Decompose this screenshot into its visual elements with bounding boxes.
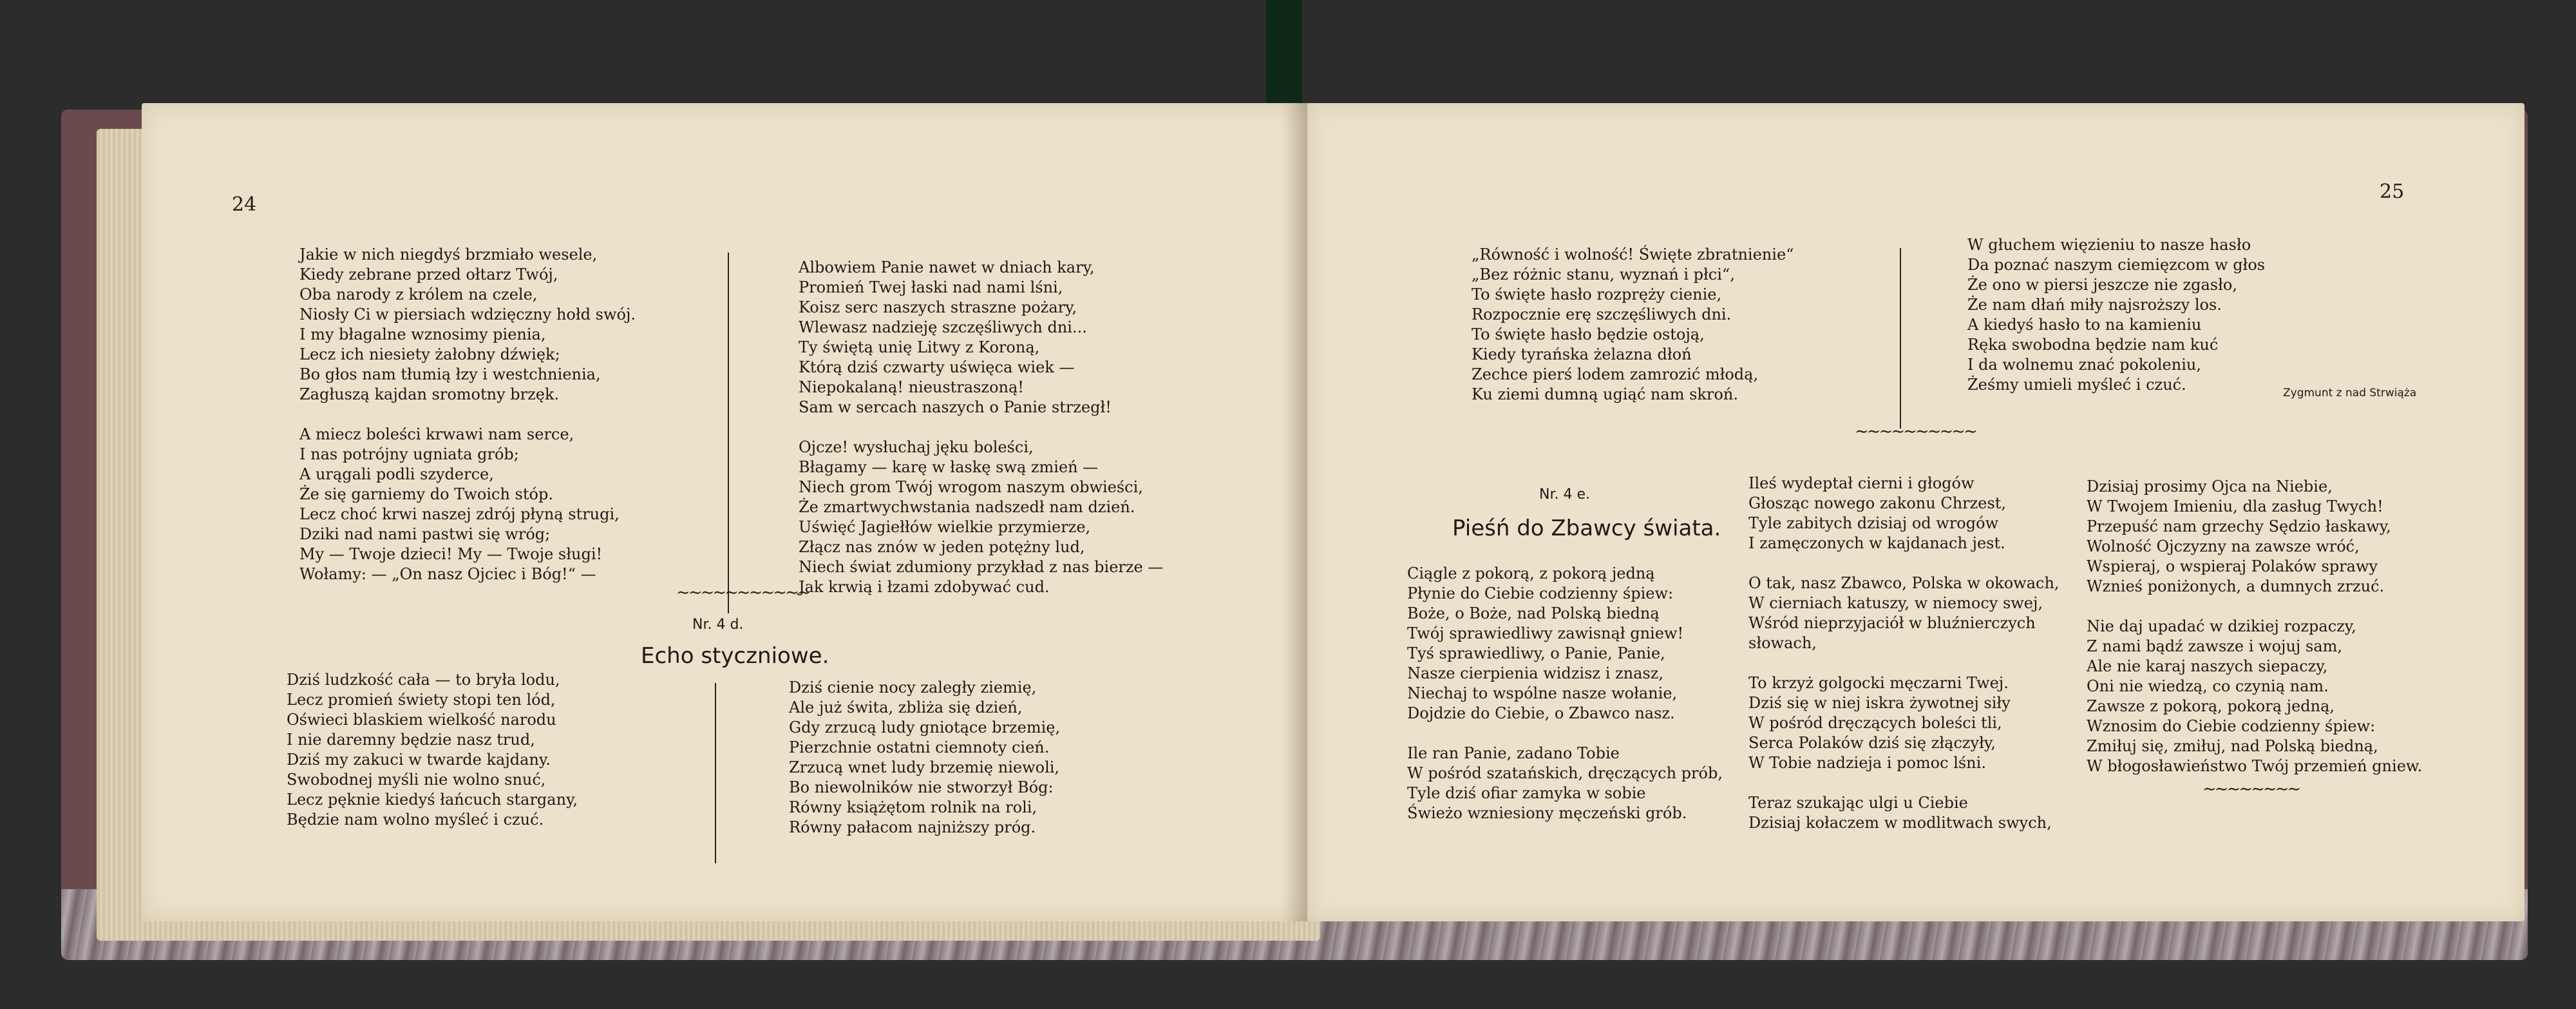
poem-line: Dzisiaj kołaczem w modlitwach swych, [1748, 814, 2052, 832]
section-number: Nr. 4 e. [1539, 486, 1590, 503]
poem-line: W cierniach katuszy, w niemocy swej, [1748, 594, 2043, 612]
author-credit: Zygmunt z nad Strwiąża [2283, 387, 2417, 399]
section-title: Pieśń do Zbawcy świata. [1452, 515, 1721, 541]
poem-line [1748, 653, 2060, 673]
poem-line: Pierzchnie ostatni ciemnoty cień. [789, 738, 1050, 756]
section-title: Echo styczniowe. [641, 643, 829, 669]
poem-line: Albowiem Panie nawet w dniach kary, [799, 258, 1095, 276]
poem-line: Dziś cienie nocy zaległy ziemię, [789, 678, 1037, 697]
poem-line: Uświęć Jagiełłów wielkie przymierze, [799, 518, 1091, 536]
poem-line: Równy książętom rolnik na roli, [789, 798, 1037, 816]
poem-column-right-bottom [789, 678, 1060, 838]
poem-line: I nie daremny będzie nasz trud, [287, 731, 535, 749]
poem-line: Dziś my zakuci w twarde kajdany. [287, 751, 551, 769]
poem-line: I nas potrójny ugniata grób; [299, 445, 519, 463]
poem-line: Lecz promień świety stopi ten lód, [287, 691, 556, 709]
poem-line: Gdy zrzucą ludy gniotące brzemię, [789, 718, 1061, 736]
poem-line [1748, 773, 2060, 793]
poem-line: Twój sprawiedliwy zawisnął gniew! [1407, 624, 1684, 642]
column-divider [715, 683, 716, 863]
poem-line: Dziki nad nami pastwi się wróg; [299, 525, 551, 543]
poem-line: Swobodnej myśli nie wolno snuć, [287, 771, 546, 789]
poem-line: Zagłuszą kajdan sromotny brzęk. [299, 385, 560, 403]
poem-line: Dojdzie do Ciebie, o Zbawco nasz. [1407, 704, 1675, 722]
poem-line: A urągali podli szyderce, [299, 465, 494, 483]
poem-line: Złącz nas znów w jeden potężny lud, [799, 538, 1085, 556]
poem-line: Równy pałacom najniższy próg. [789, 818, 1036, 836]
poem-line: Żeśmy umieli myśleć i czuć. [1967, 376, 2186, 394]
ornament-divider: ∼∼∼∼∼∼∼∼∼∼∼ [676, 583, 810, 602]
section-number: Nr. 4 d. [692, 617, 744, 633]
poem-line: Kiedy zebrane przed ołtarz Twój, [299, 265, 558, 283]
poem-line: Niech grom Twój wrogom naszym obwieści, [799, 478, 1143, 496]
poem-line: Dziś się w niej iskra żywotnej siły [1748, 694, 2011, 712]
poem-line: Z nami bądź zawsze i wojuj sam, [2087, 637, 2343, 655]
poem-line: W pośród dręczących boleści tli, [1748, 714, 2002, 732]
poem-column-left-top [299, 245, 636, 584]
poem-line: Oświeci blaskiem wielkość narodu [287, 711, 556, 729]
poem-line: Że zmartwychwstania nadszedł nam dzień. [799, 498, 1135, 516]
poem-column-left-bottom [1407, 564, 1723, 823]
poem-line: Rozpocznie erę szczęśliwych dni. [1472, 305, 1732, 323]
poem-line: Wlewasz nadzieję szczęśliwych dni... [799, 318, 1087, 336]
ornament-divider: ∼∼∼∼∼∼∼∼∼∼ [1855, 422, 1976, 441]
poem-line: Jak krwią i łzami zdobywać cud. [799, 578, 1050, 596]
poem-line: Zrzucą wnet ludy brzemię niewoli, [789, 758, 1060, 776]
poem-line: Niosły Ci w piersiach wdzięczny hołd swój. [299, 305, 636, 323]
poem-line: To święte hasło rozpręży cienie, [1472, 285, 1722, 303]
poem-line: Lecz pęknie kiedyś łańcuch stargany, [287, 791, 578, 809]
column-divider [728, 253, 729, 613]
poem-line: I da wolnemu znać pokoleniu, [1967, 356, 2201, 374]
poem-line: My — Twoje dzieci! My — Twoje sługi! [299, 545, 603, 563]
poem-line: Płynie do Ciebie codzienny śpiew: [1407, 584, 1674, 602]
poem-column-middle-bottom [1748, 474, 2060, 833]
poem-line: To krzyż golgocki męczarni Twej. [1748, 674, 2009, 692]
poem-line: Niepokalaną! nieustraszoną! [799, 378, 1024, 396]
poem-line: W głuchem więzieniu to nasze hasło [1967, 236, 2251, 254]
poem-line: Nie daj upadać w dzikiej rozpaczy, [2087, 617, 2356, 635]
poem-line: Wolność Ojczyzny na zawsze wróć, [2087, 537, 2360, 555]
poem-line: Dziś ludzkość cała — to bryła lodu, [287, 671, 560, 689]
poem-line: A miecz boleści krwawi nam serce, [299, 425, 574, 443]
poem-line: I zamęczonych w kajdanach jest. [1748, 534, 2005, 552]
poem-line: Ale nie karaj naszych siepaczy, [2087, 657, 2328, 675]
poem-line: Bo niewolników nie stworzył Bóg: [789, 778, 1054, 796]
poem-line: Że ono w piersi jeszcze nie zgasło, [1967, 276, 2237, 294]
poem-line: Lecz ich niesiety żałobny dźwięk; [299, 345, 560, 363]
poem-line: „Równość i wolność! Święte zbratnienie“ [1472, 245, 1794, 264]
poem-line: Że nam dłań miły najsroższy los. [1967, 296, 2222, 314]
poem-line: „Bez różnic stanu, wyznań i płci“, [1472, 265, 1735, 283]
poem-line: Tyś sprawiedliwy, o Panie, Panie, [1407, 644, 1665, 662]
poem-line: Ile ran Panie, zadano Tobie [1407, 744, 1620, 762]
poem-line: To święte hasło będzie ostoją, [1472, 325, 1705, 343]
ornament-divider: ∼∼∼∼∼∼∼∼ [2202, 780, 2300, 799]
poem-column-right-top [1967, 235, 2265, 395]
poem-line: Wspieraj, o wspieraj Polaków sprawy [2087, 557, 2378, 575]
poem-line [1407, 724, 1723, 744]
right-page [1307, 103, 2524, 921]
poem-line: W błogosławieństwo Twój przemień gniew. [2087, 757, 2423, 775]
poem-line [1748, 553, 2060, 573]
poem-line: W pośród szatańskich, dręczących prób, [1407, 764, 1723, 782]
poem-line: Przepuść nam grzechy Sędzio łaskawy, [2087, 517, 2391, 535]
poem-line: Ku ziemi dumną ugiąć nam skroń. [1472, 385, 1738, 403]
poem-line: Wołamy: — „On nasz Ojciec i Bóg!“ — [299, 565, 596, 583]
poem-line: Ty świętą unię Litwy z Koroną, [799, 338, 1040, 356]
poem-line [299, 405, 636, 425]
poem-line: Ileś wydeptał cierni i głogów [1748, 474, 1975, 492]
poem-line: Teraz szukając ulgi u Ciebie [1748, 794, 1968, 812]
poem-column-left-bottom [287, 670, 578, 830]
poem-line: Będzie nam wolno myśleć i czuć. [287, 811, 544, 829]
poem-line: Zawsze z pokorą, pokorą jedną, [2087, 697, 2335, 715]
poem-line: Ojcze! wysłuchaj jęku boleści, [799, 438, 1034, 456]
poem-line: W Twojem Imieniu, dla zasług Twych! [2087, 497, 2383, 515]
poem-line: Którą dziś czwarty uświęca wiek — [799, 358, 1075, 376]
poem-line: Wśród nieprzyjaciół w bluźnierczych [1748, 614, 2036, 632]
poem-line: Tyle zabitych dzisiaj od wrogów [1748, 514, 1999, 532]
poem-line: Da poznać naszym ciemięzcom w głos [1967, 256, 2266, 274]
poem-line: Oba narody z królem na czele, [299, 285, 538, 303]
poem-line: Serca Polaków dziś się złączyły, [1748, 734, 1996, 752]
poem-column-right-bottom [2087, 477, 2422, 776]
poem-line: Ręka swobodna będzie nam kuć [1967, 336, 2219, 354]
poem-line: Wznosim do Ciebie codzienny śpiew: [2087, 717, 2376, 735]
poem-column-left-top [1472, 245, 1794, 405]
poem-line: Tyle dziś ofiar zamyka w sobie [1407, 784, 1646, 802]
poem-line [799, 418, 1163, 437]
poem-line: Zechce pierś lodem zamrozić młodą, [1472, 365, 1759, 383]
page-number: 25 [2380, 180, 2405, 203]
poem-line: I my błagalne wznosimy pienia, [299, 325, 546, 343]
poem-line: Że się garniemy do Twoich stóp. [299, 485, 553, 503]
left-page [142, 103, 1314, 921]
poem-line: Wznieś poniżonych, a dumnych zrzuć. [2087, 577, 2385, 595]
poem-line: Oni nie wiedzą, co czynią nam. [2087, 677, 2329, 695]
poem-line: Dzisiaj prosimy Ojca na Niebie, [2087, 477, 2333, 495]
poem-line: Świeżo wzniesiony męczeński grób. [1407, 804, 1687, 822]
column-divider [1900, 248, 1901, 428]
poem-line: Lecz choć krwi naszej zdrój płyną strugi, [299, 505, 620, 523]
poem-line: Głosząc nowego zakonu Chrzest, [1748, 494, 2007, 512]
poem-line: Koisz serc naszych straszne pożary, [799, 298, 1077, 316]
poem-line [2087, 597, 2422, 617]
poem-line: Bo głos nam tłumią łzy i westchnienia, [299, 365, 601, 383]
poem-line: O tak, nasz Zbawco, Polska w okowach, [1748, 574, 2060, 592]
poem-line: A kiedyś hasło to na kamieniu [1967, 316, 2202, 334]
poem-line: Błagamy — karę w łaskę swą zmień — [799, 458, 1099, 476]
poem-line: Ciągle z pokorą, z pokorą jedną [1407, 564, 1655, 582]
poem-line: Zmiłuj się, zmiłuj, nad Polską biedną, [2087, 737, 2378, 755]
poem-line: Sam w sercach naszych o Panie strzegł! [799, 398, 1112, 416]
poem-line: W Tobie nadzieja i pomoc lśni. [1748, 754, 1986, 772]
poem-line: Jakie w nich niegdyś brzmiało wesele, [299, 245, 598, 264]
poem-line: Niech świat zdumiony przykład z nas bierze — [799, 558, 1164, 576]
poem-line: Promień Twej łaski nad nami lśni, [799, 278, 1063, 296]
page-number: 24 [232, 193, 257, 216]
poem-line: słowach, [1748, 634, 1817, 652]
poem-line: Nasze cierpienia widzisz i znasz, [1407, 664, 1664, 682]
poem-column-right-top [799, 258, 1163, 597]
poem-line: Boże, o Boże, nad Polską biedną [1407, 604, 1660, 622]
poem-line: Kiedy tyrańska żelazna dłoń [1472, 345, 1692, 363]
poem-line: Ale już świta, zbliża się dzień, [789, 698, 1023, 716]
poem-line: Niechaj to wspólne nasze wołanie, [1407, 684, 1678, 702]
